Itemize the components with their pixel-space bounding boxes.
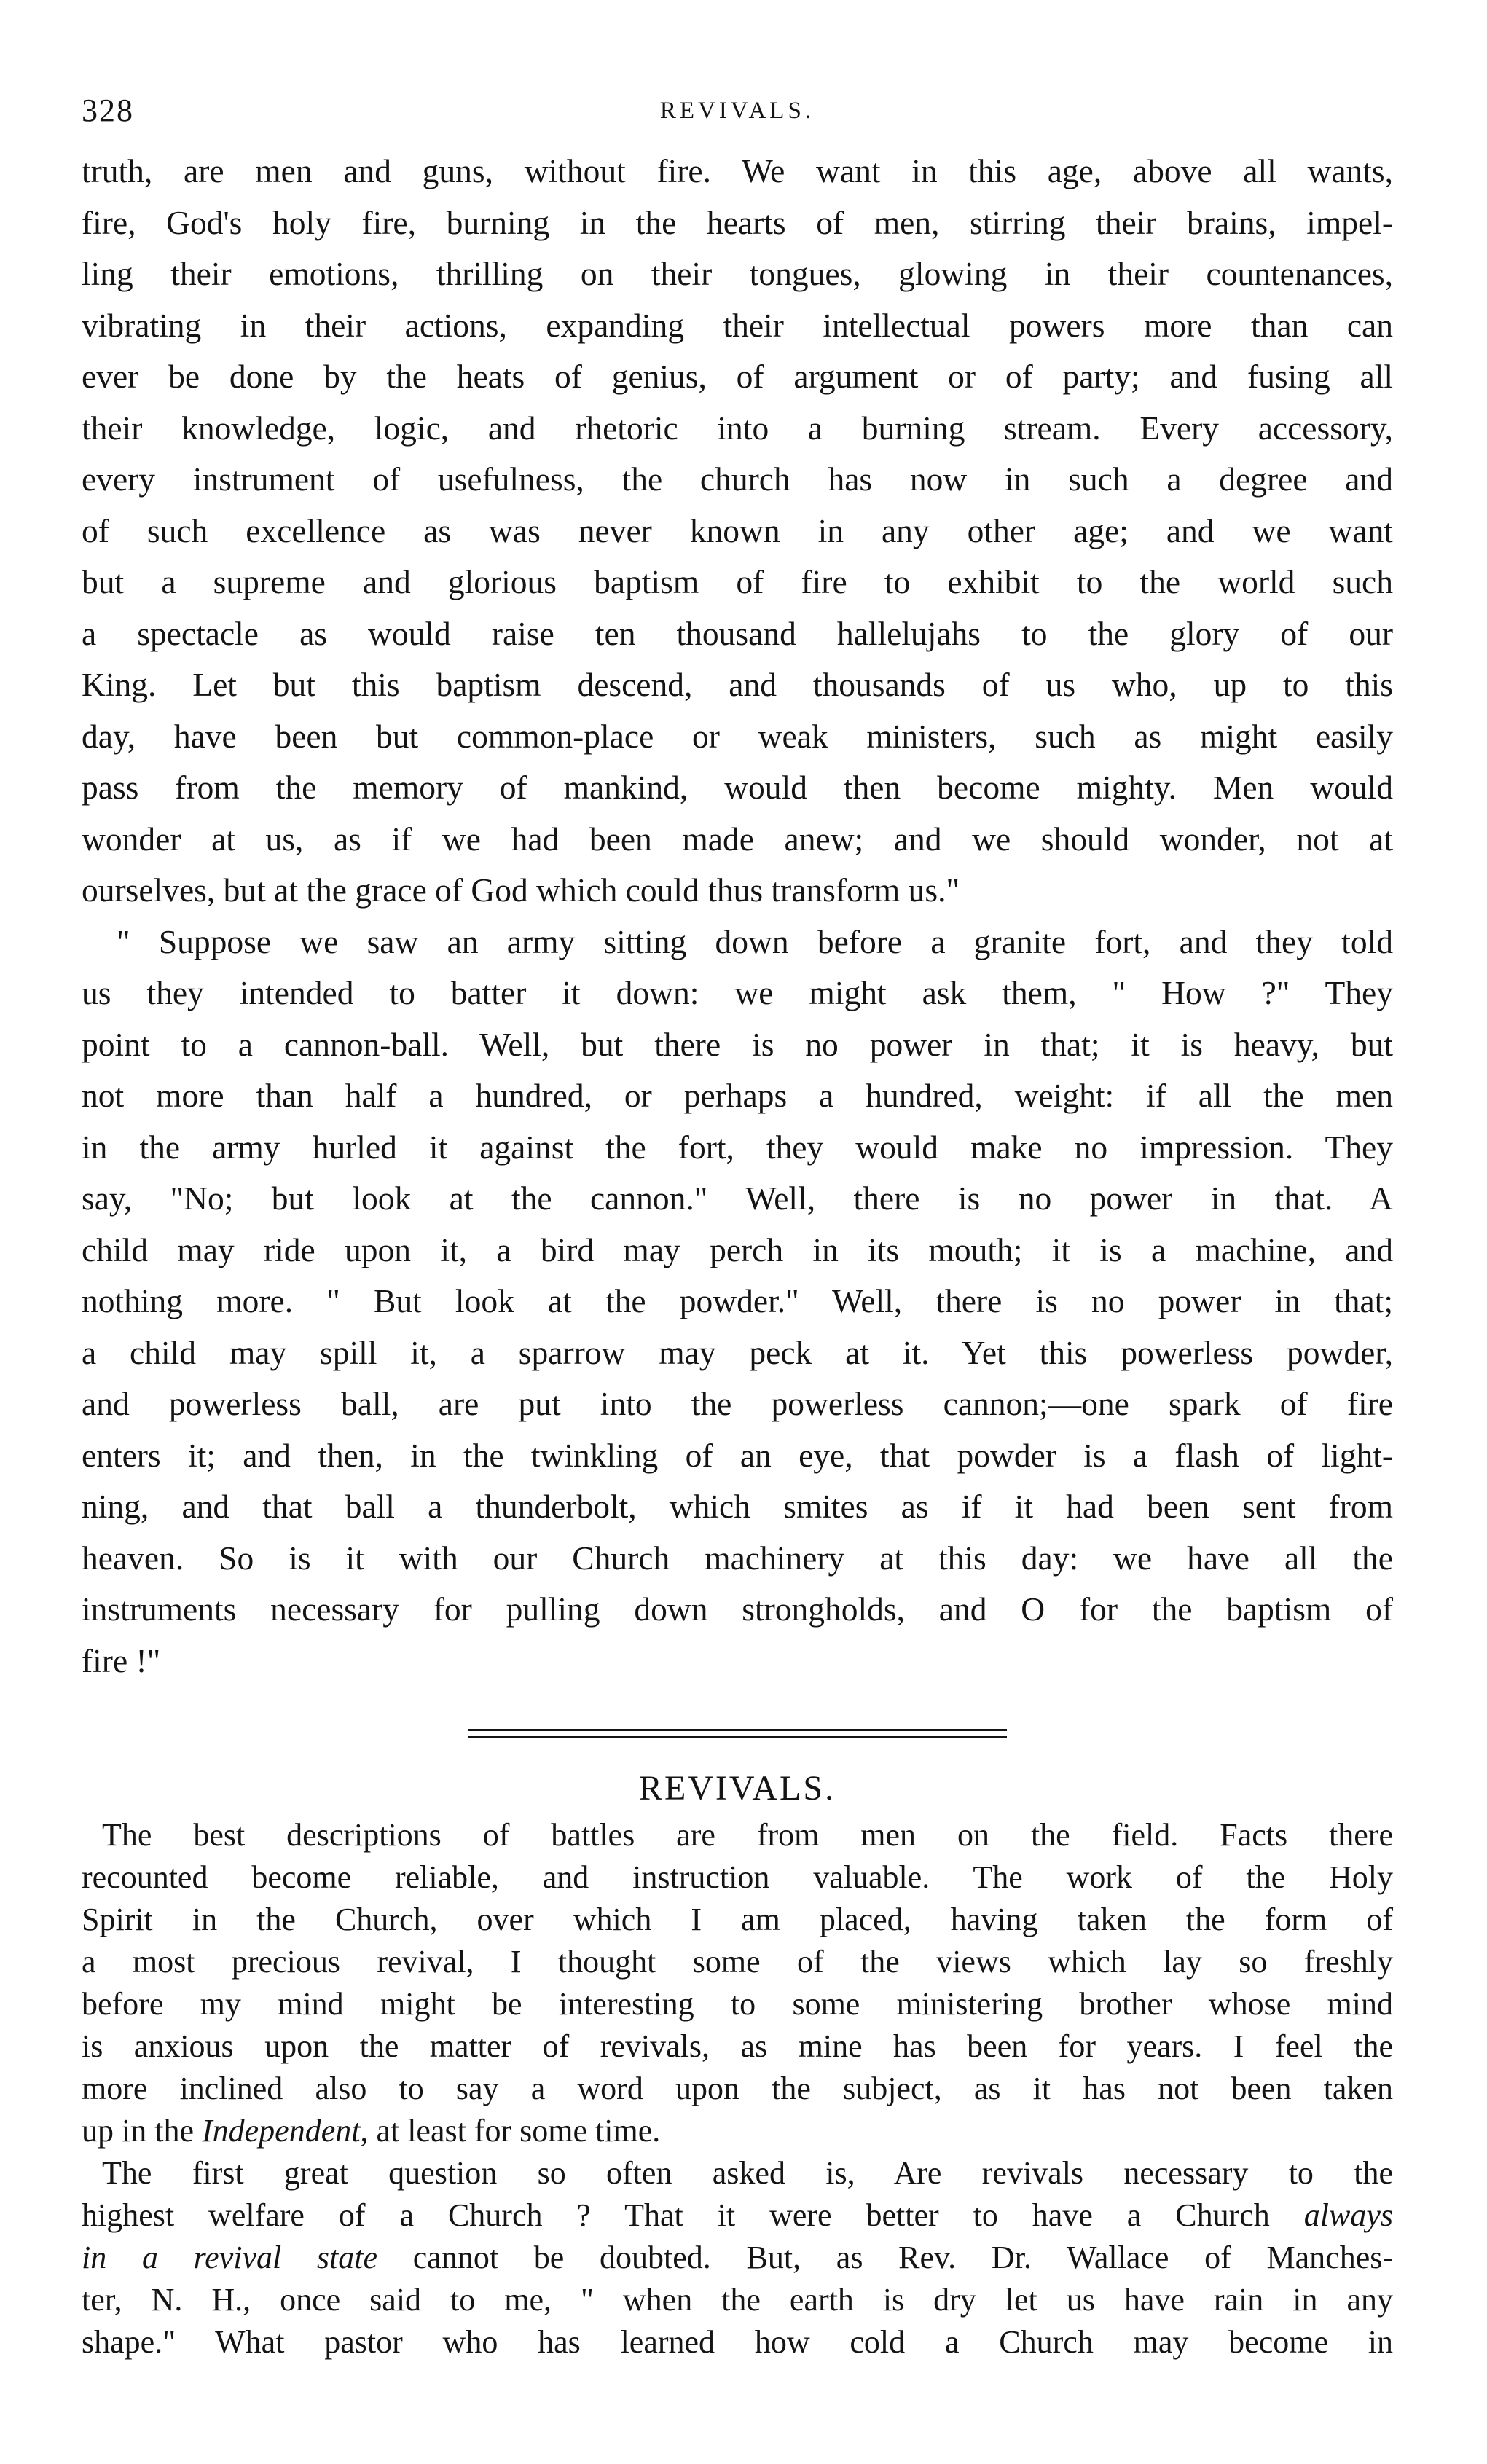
text-line: ling their emotions, thrilling on their tongues, glowing in their countenances, — [82, 255, 1393, 292]
text-line: day, have been but common-place or weak ministers, such as might easily — [82, 717, 1393, 755]
text-line: their knowledge, logic, and rhetoric into a burning stream. Every accessory, — [82, 409, 1393, 447]
text-line: more inclined also to say a word upon the subject, as it has not been taken — [82, 2071, 1393, 2106]
text-line: but a supreme and glorious baptism of fire to exhibit to the world such — [82, 563, 1393, 600]
section-divider — [468, 1729, 1007, 1738]
text-line: a child may spill it, a sparrow may peck at it. Yet this powerless powder, — [82, 1333, 1393, 1371]
text-line: The first great question so often asked is, Are revivals necessary to the — [102, 2155, 1393, 2191]
text-line: nothing more. " But look at the powder." Well, there is no power in that; — [82, 1282, 1393, 1319]
running-title: REVIVALS. — [659, 98, 815, 124]
text-segment: cannot be doubted. But, as Rev. Dr. Wallace of Manches- — [377, 2240, 1393, 2275]
section-paragraph-1 — [82, 1814, 1393, 2152]
continuation-paragraph-2 — [82, 917, 1393, 1687]
text-line: " Suppose we saw an army sitting down before a granite fort, and they told — [117, 922, 1393, 960]
text-line: ever be done by the heats of genius, of argument or of party; and fusing all — [82, 358, 1393, 395]
text-line: recounted become reliable, and instruction valuable. The work of the Holy — [82, 1859, 1393, 1895]
text-line: fire !" — [82, 1641, 161, 1679]
text-line: say, "No; but look at the cannon." Well, there is no power in that. A — [82, 1180, 1393, 1217]
text-line: point to a cannon-ball. Well, but there is no power in that; it is heavy, but — [82, 1025, 1393, 1063]
section-text — [82, 1814, 1393, 2363]
text-line: in the army hurled it against the fort, they would make no impression. They — [82, 1128, 1393, 1166]
continuation-text — [82, 146, 1393, 1687]
text-segment: highest welfare of a Church ? That it were better to have a Church — [82, 2197, 1304, 2233]
section-title: REVIVALS. — [638, 1769, 836, 1808]
text-line-with-italic — [82, 2237, 1393, 2279]
text-line: fire, God's holy fire, burning in the hearts of men, stirring their brains, impel- — [82, 203, 1393, 241]
text-line: ning, and that ball a thunderbolt, which smites as if it had been sent from — [82, 1488, 1393, 1525]
text-line: heaven. So is it with our Church machinery at this day: we have all the — [82, 1539, 1393, 1577]
text-line-with-italic — [82, 2194, 1393, 2237]
divider-rule-bottom — [468, 1736, 1007, 1738]
text-line: is anxious upon the matter of revivals, as mine has been for years. I feel the — [82, 2028, 1393, 2064]
italic-phrase-always: always — [1303, 2197, 1393, 2233]
text-line: a most precious revival, I thought some of the views which lay so freshly — [82, 1944, 1393, 1980]
text-line: before my mind might be interesting to some ministering brother whose mind — [82, 1986, 1393, 2022]
text-line: us they intended to batter it down: we might ask them, " How ?" They — [82, 974, 1393, 1011]
section-paragraph-2 — [82, 2152, 1393, 2363]
text-line: instruments necessary for pulling down strongholds, and O for the baptism of — [82, 1590, 1393, 1628]
text-line: child may ride upon it, a bird may perch in its mouth; it is a machine, and — [82, 1231, 1393, 1268]
text-line: shape." What pastor who has learned how cold a Church may become in — [82, 2324, 1393, 2360]
text-line-with-italic — [82, 2110, 1393, 2152]
text-line: Spirit in the Church, over which I am placed, having taken the form of — [82, 1902, 1393, 1937]
text-line: vibrating in their actions, expanding their intellectual powers more than can — [82, 306, 1393, 344]
page — [82, 87, 1393, 2363]
text-line: wonder at us, as if we had been made anew; and we should wonder, not at — [82, 820, 1393, 858]
text-line: ter, N. H., once said to me, " when the earth is dry let us have rain in any — [82, 2282, 1393, 2318]
text-line: not more than half a hundred, or perhaps a hundred, weight: if all the men — [82, 1077, 1393, 1114]
divider-rule-top — [468, 1729, 1007, 1731]
italic-phrase-revival-state: in a revival state — [82, 2240, 378, 2275]
text-line: of such excellence as was never known in any other age; and we want — [82, 511, 1393, 549]
running-head — [82, 87, 1393, 146]
text-line: every instrument of usefulness, the church has now in such a degree and — [82, 460, 1393, 498]
text-line: truth, are men and guns, without fire. We want in this age, above all wants, — [82, 152, 1393, 189]
continuation-paragraph-1 — [82, 146, 1393, 917]
text-line: pass from the memory of mankind, would then become mighty. Men would — [82, 769, 1393, 806]
page-number: 328 — [82, 93, 134, 128]
text-line: The best descriptions of battles are from men on the field. Facts there — [102, 1817, 1393, 1853]
italic-title-independent: Independent — [201, 2113, 361, 2149]
text-line: and powerless ball, are put into the powerless cannon;—one spark of fire — [82, 1385, 1393, 1422]
text-segment: , at least for some time. — [360, 2113, 661, 2149]
text-line: King. Let but this baptism descend, and thousands of us who, up to this — [82, 666, 1393, 703]
text-line: enters it; and then, in the twinkling of an eye, that powder is a flash of light- — [82, 1436, 1393, 1474]
text-line: ourselves, but at the grace of God which could thus transform us." — [82, 871, 960, 909]
italic-text-segment: up in the — [82, 2113, 202, 2149]
text-line: a spectacle as would raise ten thousand hallelujahs to the glory of our — [82, 614, 1393, 652]
